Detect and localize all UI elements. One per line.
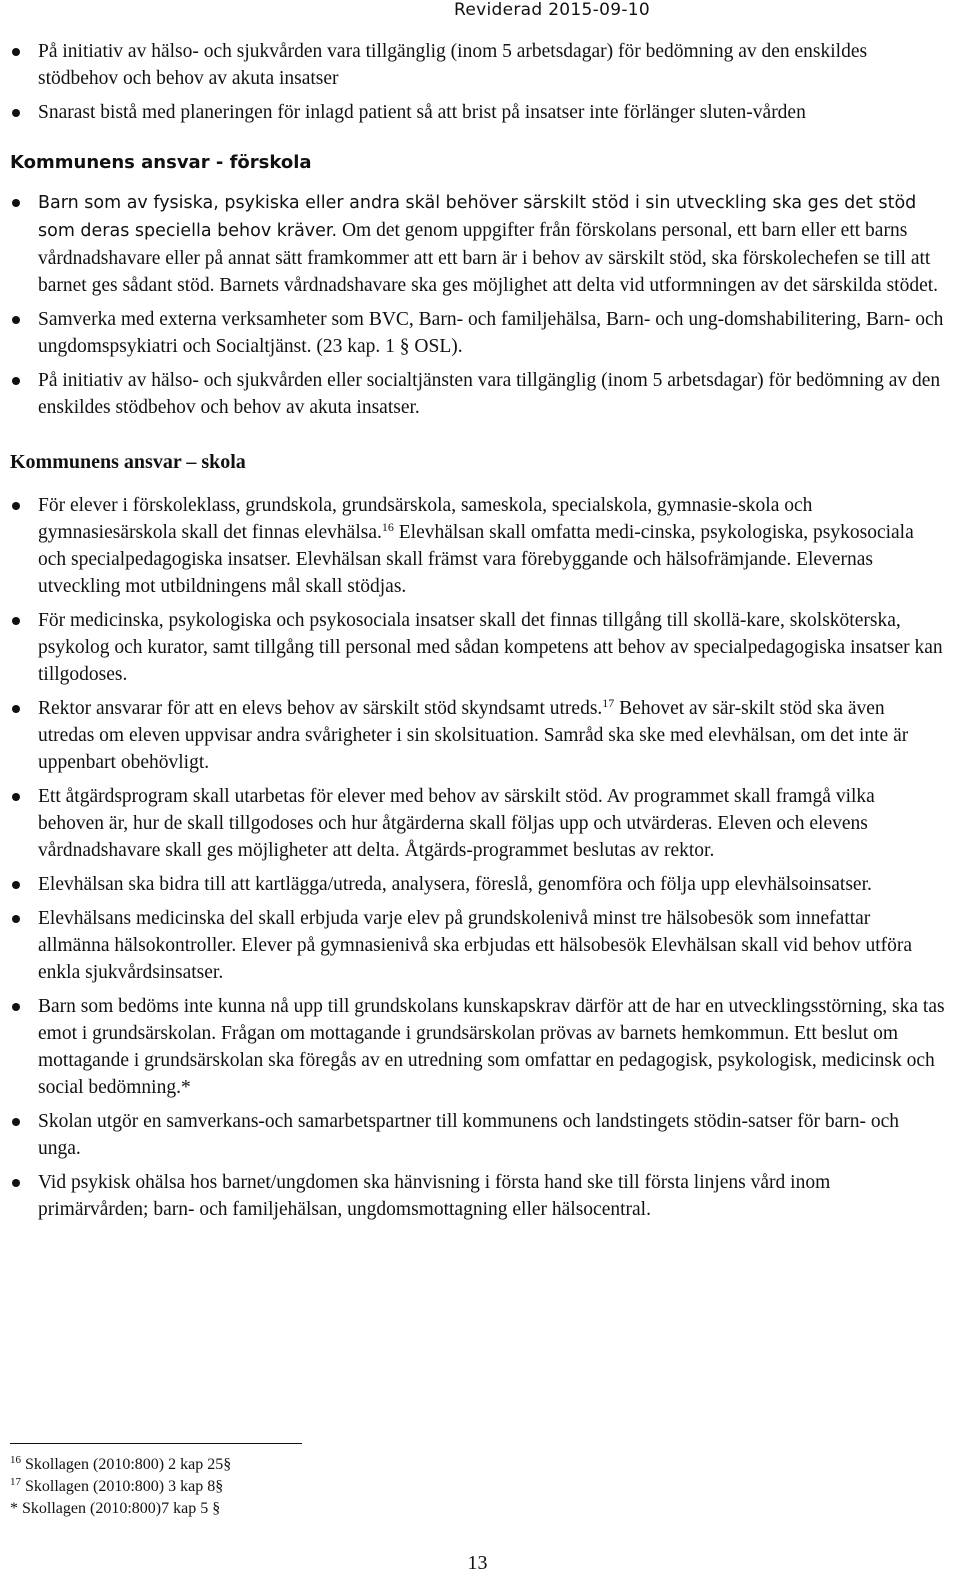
- page-number: 13: [467, 1552, 488, 1574]
- bullet-icon: [12, 881, 20, 889]
- footnote: $^{17}$ Skollagen (2010:800) 3 kap 8§: [10, 1476, 224, 1495]
- bullet-icon: [12, 1118, 20, 1126]
- bullet-icon: [12, 1003, 20, 1011]
- list-item: Snarast bistå med planeringen för inlagd patient så att brist på insatser inte förlänger sluten-vården: [10, 99, 945, 126]
- list-item: På initiativ av hälso- och sjukvården eller socialtjänsten vara tillgänglig (inom 5 arbetsdagar) för bedömning av den enskildes stödbehov och behov av akuta insatser.: [10, 367, 945, 421]
- list-item: Barn som av fysiska, psykiska eller andra skäl behöver särskilt stöd i sin utveckling ska ges det stöd som deras speciella behov kräver. Om det genom uppgifter från förskolans personal, ett barn eller ett barns vårdnadshavare eller på annat sätt framkommer att ett barn är i behov av särskilt stöd, ska förskolechefen se till att barnet ges sådant stöd. Barnets vårdnadshavare ska ges möjlighet att delta vid utformningen av det särskilda stödet.: [10, 189, 945, 299]
- bullet-icon: [12, 48, 20, 56]
- footnote: $^{16}$ Skollagen (2010:800) 2 kap 25§: [10, 1454, 232, 1473]
- footnote-ref: 16: [381, 520, 394, 534]
- forskola-bullet-list: [10, 189, 945, 421]
- list-item: Rektor ansvarar för att en elevs behov av särskilt stöd skyndsamt utreds.$^{17}$ Behovet av sär-skilt stöd ska även utredas om eleven uppvisar andra svårigheter i sin skolsituation. Samråd ska ske med elevhälsan, om det inte är uppenbart obehövligt.: [10, 695, 945, 776]
- revision-date: Reviderad 2015-09-10: [454, 0, 650, 20]
- list-item: Elevhälsan ska bidra till att kartlägga/utreda, analysera, föreslå, genomföra och följa upp elevhälsoinsatser.: [10, 871, 945, 898]
- footnotes: [10, 1454, 231, 1520]
- bullet-icon: [12, 199, 20, 207]
- section-heading-skola: Kommunens ansvar – skola: [10, 451, 246, 473]
- bullet-icon: [12, 1179, 20, 1187]
- list-item: Skolan utgör en samverkans-och samarbetspartner till kommunens och landstingets stödin-satser för barn- och unga.: [10, 1108, 945, 1162]
- bullet-icon: [12, 915, 20, 923]
- footnote-divider: [10, 1443, 302, 1444]
- skola-bullet-list: [10, 492, 945, 1223]
- bullet-icon: [12, 617, 20, 625]
- page-body: [10, 38, 945, 1230]
- bullet-icon: [12, 316, 20, 324]
- list-item: För medicinska, psykologiska och psykosociala insatser skall det finnas tillgång till skollä-kare, skolsköterska, psykolog och kurator, samt tillgång till personal med sådan kompetens att behov av specialpedagogiska insatser kan tillgodoses.: [10, 607, 945, 688]
- bullet-icon: [12, 705, 20, 713]
- list-item: Samverka med externa verksamheter som BVC, Barn- och familjehälsa, Barn- och ung-domshabilitering, Barn- och ungdomspsykiatri och Socialtjänst. (23 kap. 1 § OSL).: [10, 306, 945, 360]
- footnote: * Skollagen (2010:800)7 kap 5 §: [10, 1500, 221, 1517]
- bullet-icon: [12, 109, 20, 117]
- footnote-ref: 17: [602, 696, 615, 710]
- list-item: Ett åtgärdsprogram skall utarbetas för elever med behov av särskilt stöd. Av programmet skall framgå vilka behoven är, hur de skall tillgodoses och hur åtgärderna skall följas upp och utvärderas. Eleven och elevens vårdnadshavare skall ges möjligheter att delta. Åtgärds-programmet beslutas av rektor.: [10, 783, 945, 864]
- list-item: Barn som bedöms inte kunna nå upp till grundskolans kunskapskrav därför att de har en utvecklingsstörning, ska tas emot i grundsärskolan. Frågan om mottagande i grundsärskolan prövas av barnets hemkommun. Ett beslut om mottagande i grundsärskolan ska föregås av en utredning som omfattar en pedagogisk, psykologisk, medicinsk och social bedömning.*: [10, 993, 945, 1101]
- list-item: Vid psykisk ohälsa hos barnet/ungdomen ska hänvisning i första hand ske till första linjens vård inom primärvården; barn- och familjehälsan, ungdomsmottagning eller hälsocentral.: [10, 1169, 945, 1223]
- top-bullet-list: [10, 38, 945, 126]
- list-item: Elevhälsans medicinska del skall erbjuda varje elev på grundskolenivå minst tre hälsobesök som innefattar allmänna hälsokontroller. Elever på gymnasienivå ska erbjudas ett hälsobesök Elevhälsan skall vid behov utföra enkla sjukvårdsinsatser.: [10, 905, 945, 986]
- bullet-icon: [12, 377, 20, 385]
- bullet-icon: [12, 502, 20, 510]
- section-heading-forskola: Kommunens ansvar - förskola: [10, 152, 312, 173]
- list-item: På initiativ av hälso- och sjukvården vara tillgänglig (inom 5 arbetsdagar) för bedömning av den enskildes stödbehov och behov av akuta insatser: [10, 38, 945, 92]
- list-item: För elever i förskoleklass, grundskola, grundsärskola, sameskola, specialskola, gymnasie-skola och gymnasiesärskola skall det finnas elevhälsa.$^{16}$ Elevhälsan skall omfatta medi-cinska, psykologiska, psykosociala och specialpedagogiska insatser. Elevhälsan skall främst vara förebyggande och hälsofrämjande. Elevernas utveckling mot utbildningens mål skall stödjas.: [10, 492, 945, 600]
- bullet-icon: [12, 793, 20, 801]
